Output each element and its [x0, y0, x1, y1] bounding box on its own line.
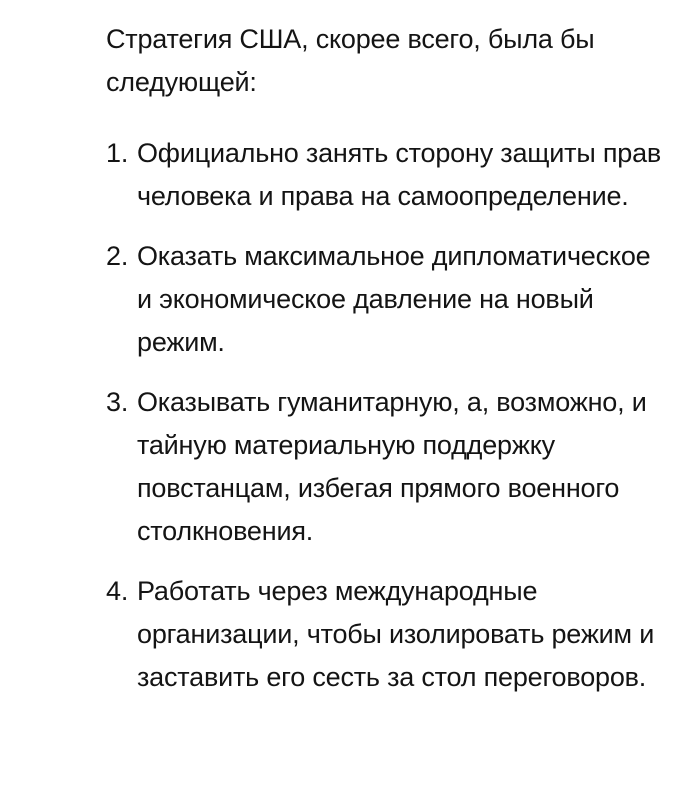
- list-item: [106, 235, 666, 364]
- list-item: [106, 381, 666, 553]
- strategy-list: [106, 132, 666, 699]
- message-content: [106, 18, 666, 716]
- list-item-text: Оказать максимальное дипломатическое и экономическое давление на новый режим.: [137, 241, 651, 357]
- list-item-text: Работать через международные организации, чтобы изолировать режим и заставить его сесть за стол переговоров.: [137, 576, 655, 692]
- list-item-number: 3.: [106, 387, 129, 417]
- list-item-number: 4.: [106, 576, 129, 606]
- list-item-number: 1.: [106, 138, 129, 168]
- list-item-text: Официально занять сторону защиты прав человека и права на самоопределение.: [137, 138, 662, 211]
- list-item: [106, 570, 666, 699]
- list-item: [106, 132, 666, 218]
- intro-paragraph: Стратегия США, скорее всего, была бы следующей:: [106, 24, 595, 97]
- list-item-number: 2.: [106, 241, 129, 271]
- list-item-text: Оказывать гуманитарную, а, возможно, и тайную материальную поддержку повстанцам, избегая прямого военного столкновения.: [137, 387, 647, 546]
